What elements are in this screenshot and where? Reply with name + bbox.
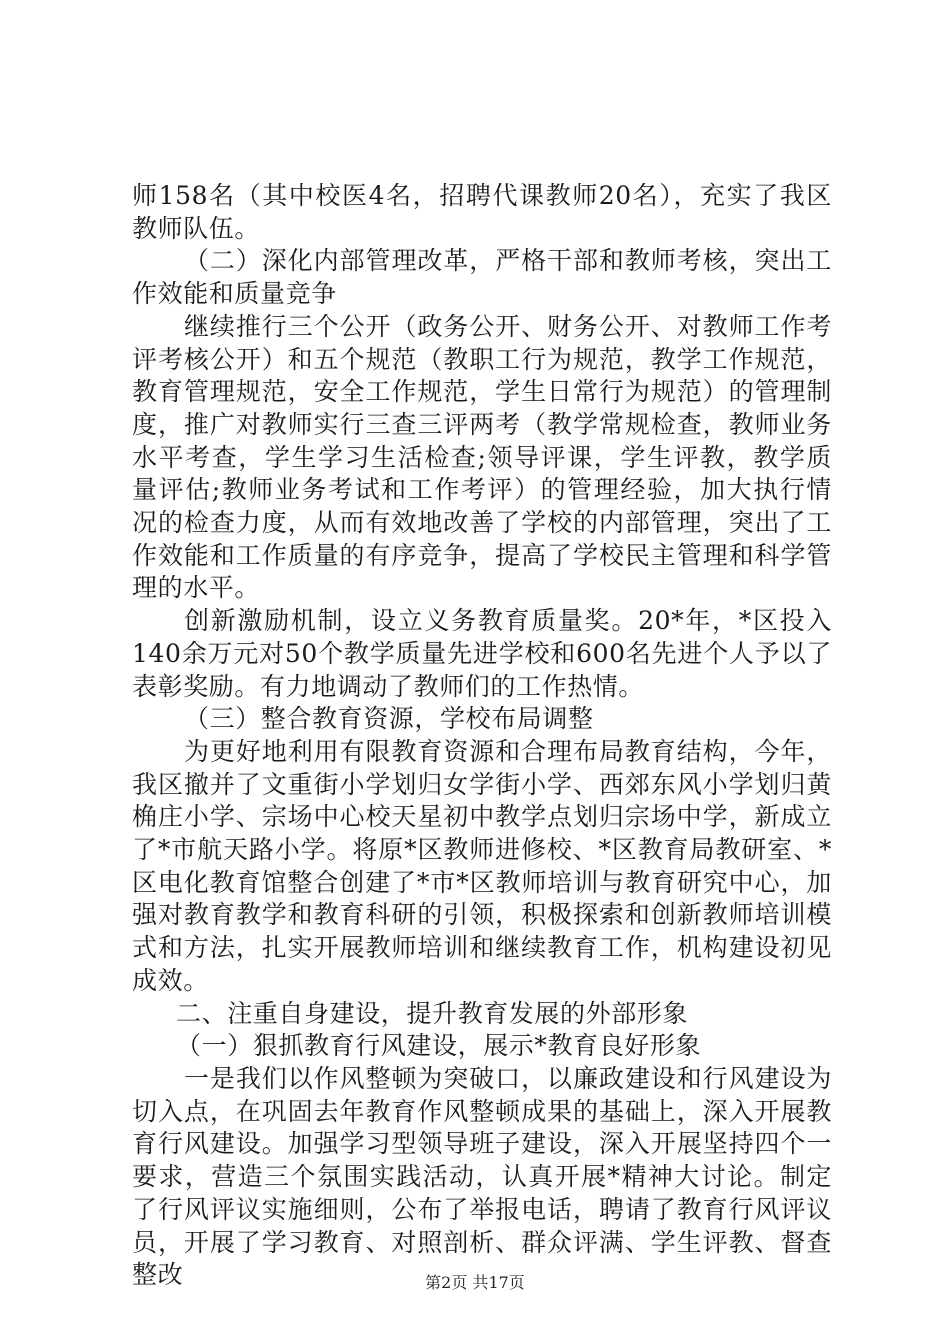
chapter-heading-2: 二、注重自身建设，提升教育发展的外部形象 [176,998,689,1028]
section-heading-2-1: （一）狠抓教育行风建设，展示*教育良好形象 [176,1031,702,1061]
document-body [132,180,832,1292]
section-heading-3: （三）整合教育资源，学校布局调整 [184,704,594,734]
paragraph-style-building: 一是我们以作风整顿为突破口，以廉政建设和行风建设为切入点，在巩固去年教育作风整顿成果的基础上，深入开展教育行风建设。加强学习型领导班子建设，深入开展坚持四个一要求，营造三个氛围实践活动，认真开展*精神大讨论。制定了行风评议实施细则，公布了举报电话，聘请了教育行风评议员，开展了学习教育、对照剖析、群众评满、学生评教、督查整改 [132,1063,832,1290]
paragraph-continuation: 师158名（其中校医4名，招聘代课教师20名），充实了我区教师队伍。 [132,181,832,243]
paragraph-three-public: 继续推行三个公开（政务公开、财务公开、对教师工作考评考核公开）和五个规范（教职工行为规范，教学工作规范，教育管理规范，安全工作规范，学生日常行为规范）的管理制度，推广对教师实行三查三评两考（教学常规检查，教师业务水平考查，学生学习生活检查;领导评课，学生评教，教学质量评估;教师业务考试和工作考评）的管理经验，加大执行情况的检查力度，从而有效地改善了学校的内部管理，突出了工作效能和工作质量的有序竞争，提高了学校民主管理和科学管理的水平。 [132,311,832,603]
page-number-footer: 第2页 共17页 [425,1273,525,1292]
paragraph-resources: 为更好地利用有限教育资源和合理布局教育结构，今年，我区撤并了文重街小学划归女学街小学、西郊东风小学划归黄桷庄小学、宗场中心校天星初中教学点划归宗场中学，新成立了*市航天路小学。将原*区教师进修校、*区教育局教研室、*区电化教育馆整合创建了*市*区教师培训与教育研究中心，加强对教育教学和教育科研的引领，积极探索和创新教师培训模式和方法，扎实开展教师培训和继续教育工作，机构建设初见成效。 [132,736,832,995]
section-heading-2: （二）深化内部管理改革，严格干部和教师考核，突出工作效能和质量竞争 [132,246,832,309]
paragraph-incentive: 创新激励机制，设立义务教育质量奖。20*年，*区投入140余万元对50个教学质量先进学校和600名先进个人予以了表彰奖励。有力地调动了教师们的工作热情。 [132,606,832,701]
